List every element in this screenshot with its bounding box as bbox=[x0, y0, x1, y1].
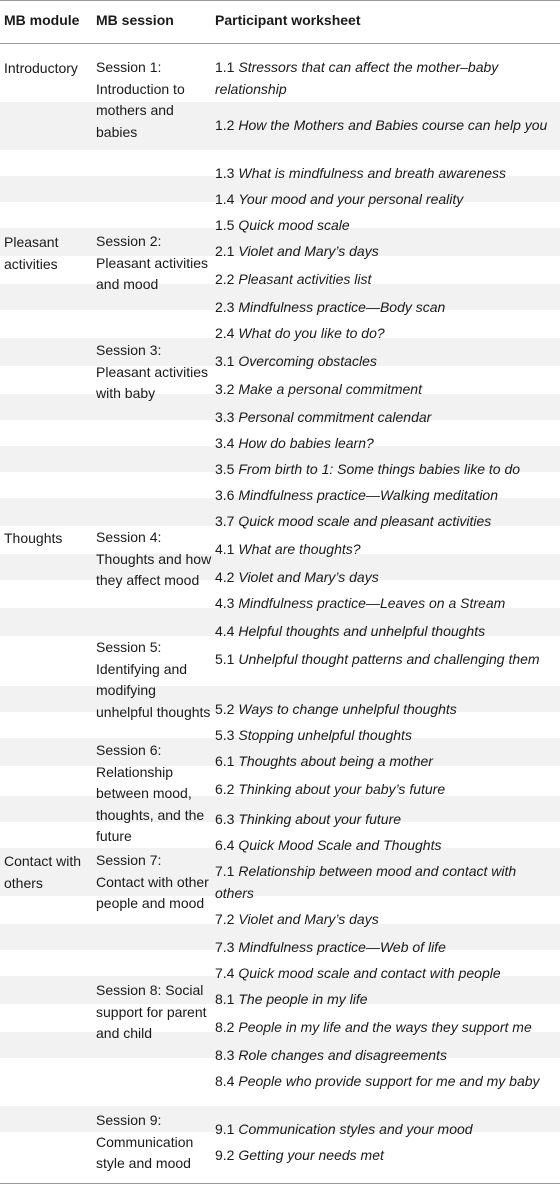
worksheet-number: 4.4 bbox=[215, 623, 239, 639]
worksheet-cell bbox=[215, 698, 557, 720]
worksheet-number: 3.2 bbox=[215, 381, 239, 397]
worksheet-title: People who provide support for me and my baby bbox=[238, 1073, 540, 1089]
session-cell: Session 6: Relationship between mood, thoughts, and the future bbox=[96, 742, 205, 844]
session-cell: Session 9: Communication style and mood bbox=[96, 1112, 194, 1171]
session-cell: Session 2: Pleasant activities and mood bbox=[96, 233, 209, 292]
worksheet-cell bbox=[215, 1044, 557, 1066]
worksheet-number: 5.3 bbox=[215, 727, 239, 743]
worksheet-title: Quick mood scale and pleasant activities bbox=[238, 513, 492, 529]
session-cell: Session 7: Contact with other people and mood bbox=[96, 852, 209, 911]
worksheet-cell bbox=[215, 322, 557, 344]
worksheet-number: 2.3 bbox=[215, 299, 239, 315]
worksheet-number: 3.7 bbox=[215, 513, 239, 529]
worksheet-title: Communication styles and your mood bbox=[238, 1121, 473, 1137]
header-mb-module: MB module bbox=[4, 12, 80, 28]
worksheet-number: 8.1 bbox=[215, 991, 239, 1007]
worksheet-number: 6.2 bbox=[215, 781, 239, 797]
worksheet-title: How the Mothers and Babies course can help you bbox=[238, 117, 548, 133]
worksheet-title: Violet and Mary’s days bbox=[238, 243, 379, 259]
header-rule bbox=[0, 43, 560, 44]
session-cell: Session 3: Pleasant activities with baby bbox=[96, 342, 209, 401]
worksheet-number: 7.1 bbox=[215, 863, 239, 879]
worksheet-number: 6.3 bbox=[215, 811, 239, 827]
worksheet-title: Relationship between mood and contact with others bbox=[215, 863, 517, 901]
worksheet-cell bbox=[215, 510, 557, 532]
worksheet-title: Mindfulness practice—Leaves on a Stream bbox=[238, 595, 506, 611]
worksheet-number: 5.2 bbox=[215, 701, 239, 717]
session-cell: Session 5: Identifying and modifying unhelpful thoughts bbox=[96, 639, 211, 720]
worksheet-cell bbox=[215, 188, 557, 210]
worksheet-number: 5.1 bbox=[215, 651, 239, 667]
module-cell: Pleasant activities bbox=[4, 234, 59, 272]
worksheet-title: Mindfulness practice—Body scan bbox=[238, 299, 446, 315]
worksheet-cell bbox=[215, 936, 557, 958]
worksheet-number: 2.1 bbox=[215, 243, 239, 259]
worksheet-cell bbox=[215, 592, 557, 614]
worksheet-number: 7.2 bbox=[215, 911, 239, 927]
worksheet-cell bbox=[215, 162, 557, 184]
worksheet-cell bbox=[215, 962, 557, 984]
worksheet-title: Your mood and your personal reality bbox=[238, 191, 464, 207]
worksheet-cell bbox=[215, 1016, 557, 1038]
worksheet-number: 8.4 bbox=[215, 1073, 239, 1089]
worksheet-cell bbox=[215, 114, 557, 136]
worksheet-title: Mindfulness practice—Web of life bbox=[238, 939, 446, 955]
worksheet-title: Thinking about your future bbox=[238, 811, 402, 827]
worksheet-cell bbox=[215, 214, 557, 236]
worksheet-number: 9.2 bbox=[215, 1147, 239, 1163]
worksheet-cell bbox=[215, 538, 557, 560]
worksheet-number: 2.2 bbox=[215, 271, 239, 287]
worksheet-number: 7.3 bbox=[215, 939, 239, 955]
worksheet-title: Make a personal commitment bbox=[238, 381, 422, 397]
worksheet-cell bbox=[215, 834, 557, 856]
header-participant-worksheet: Participant worksheet bbox=[215, 12, 361, 28]
worksheet-cell bbox=[215, 860, 557, 904]
worksheet-number: 1.1 bbox=[215, 59, 239, 75]
worksheet-cell bbox=[215, 648, 557, 670]
worksheet-cell bbox=[215, 808, 557, 830]
worksheet-cell bbox=[215, 908, 557, 930]
worksheet-cell bbox=[215, 268, 557, 290]
worksheet-cell bbox=[215, 240, 557, 262]
worksheet-title: People in my life and the ways they support me bbox=[238, 1019, 532, 1035]
session-cell: Session 1: Introduction to mothers and babies bbox=[96, 59, 185, 140]
worksheet-title: Quick Mood Scale and Thoughts bbox=[238, 837, 442, 853]
header-mb-session: MB session bbox=[96, 12, 174, 28]
worksheet-cell bbox=[215, 1118, 557, 1140]
worksheet-cell bbox=[215, 750, 557, 772]
worksheet-cell bbox=[215, 458, 557, 480]
session-cell: Session 8: Social support for parent and child bbox=[96, 982, 207, 1041]
worksheet-cell bbox=[215, 1144, 557, 1166]
worksheet-title: Violet and Mary’s days bbox=[238, 911, 379, 927]
worksheet-title: Mindfulness practice—Walking meditation bbox=[238, 487, 498, 503]
worksheet-cell bbox=[215, 432, 557, 454]
worksheet-title: From birth to 1: Some things babies like to do bbox=[238, 461, 521, 477]
worksheet-title: Role changes and disagreements bbox=[238, 1047, 447, 1063]
worksheet-title: What is mindfulness and breath awareness bbox=[238, 165, 507, 181]
worksheet-cell bbox=[215, 566, 557, 588]
worksheet-number: 3.3 bbox=[215, 409, 239, 425]
module-cell: Contact with others bbox=[4, 853, 82, 891]
session-cell: Session 4: Thoughts and how they affect mood bbox=[96, 529, 212, 588]
worksheet-number: 3.5 bbox=[215, 461, 239, 477]
worksheet-title: Overcoming obstacles bbox=[238, 353, 377, 369]
worksheet-title: Ways to change unhelpful thoughts bbox=[238, 701, 457, 717]
worksheet-title: Personal commitment calendar bbox=[238, 409, 432, 425]
worksheet-title: Stressors that can affect the mother–baby relationship bbox=[215, 59, 499, 97]
worksheet-cell bbox=[215, 620, 557, 642]
table-top-rule bbox=[0, 0, 560, 1]
worksheet-number: 8.2 bbox=[215, 1019, 239, 1035]
worksheet-title: The people in my life bbox=[238, 991, 368, 1007]
worksheet-number: 4.3 bbox=[215, 595, 239, 611]
worksheet-title: Getting your needs met bbox=[238, 1147, 384, 1163]
worksheet-cell bbox=[215, 296, 557, 318]
module-cell: Introductory bbox=[4, 60, 78, 76]
worksheet-number: 1.5 bbox=[215, 217, 239, 233]
worksheet-cell bbox=[215, 56, 557, 100]
worksheet-number: 1.4 bbox=[215, 191, 239, 207]
worksheet-title: Thinking about your baby’s future bbox=[238, 781, 446, 797]
worksheet-title: Helpful thoughts and unhelpful thoughts bbox=[238, 623, 486, 639]
worksheet-cell bbox=[215, 406, 557, 428]
worksheet-number: 2.4 bbox=[215, 325, 239, 341]
worksheet-number: 9.1 bbox=[215, 1121, 239, 1137]
worksheet-number: 4.1 bbox=[215, 541, 239, 557]
worksheet-title: Thoughts about being a mother bbox=[238, 753, 433, 769]
worksheet-cell bbox=[215, 724, 557, 746]
worksheet-number: 1.3 bbox=[215, 165, 239, 181]
worksheet-cell bbox=[215, 350, 557, 372]
worksheet-number: 3.4 bbox=[215, 435, 239, 451]
worksheet-title: Quick mood scale and contact with people bbox=[238, 965, 501, 981]
worksheet-cell bbox=[215, 1070, 557, 1092]
worksheet-cell bbox=[215, 484, 557, 506]
worksheet-number: 1.2 bbox=[215, 117, 239, 133]
worksheet-cell bbox=[215, 378, 557, 400]
worksheet-title: What do you like to do? bbox=[238, 325, 385, 341]
worksheet-title: Quick mood scale bbox=[238, 217, 350, 233]
worksheet-cell bbox=[215, 778, 557, 800]
worksheet-title: How do babies learn? bbox=[238, 435, 374, 451]
worksheet-title: Violet and Mary’s days bbox=[238, 569, 379, 585]
worksheet-number: 3.1 bbox=[215, 353, 239, 369]
worksheet-title: Unhelpful thought patterns and challenging them bbox=[238, 651, 540, 667]
worksheet-number: 4.2 bbox=[215, 569, 239, 585]
worksheet-number: 3.6 bbox=[215, 487, 239, 503]
worksheet-cell bbox=[215, 988, 557, 1010]
worksheet-number: 7.4 bbox=[215, 965, 239, 981]
worksheet-title: Stopping unhelpful thoughts bbox=[238, 727, 412, 743]
module-cell: Thoughts bbox=[4, 530, 63, 546]
worksheet-number: 6.4 bbox=[215, 837, 239, 853]
table-bottom-rule bbox=[0, 1183, 560, 1184]
worksheet-number: 6.1 bbox=[215, 753, 239, 769]
worksheet-number: 8.3 bbox=[215, 1047, 239, 1063]
worksheet-title: What are thoughts? bbox=[238, 541, 361, 557]
worksheet-title: Pleasant activities list bbox=[238, 271, 372, 287]
